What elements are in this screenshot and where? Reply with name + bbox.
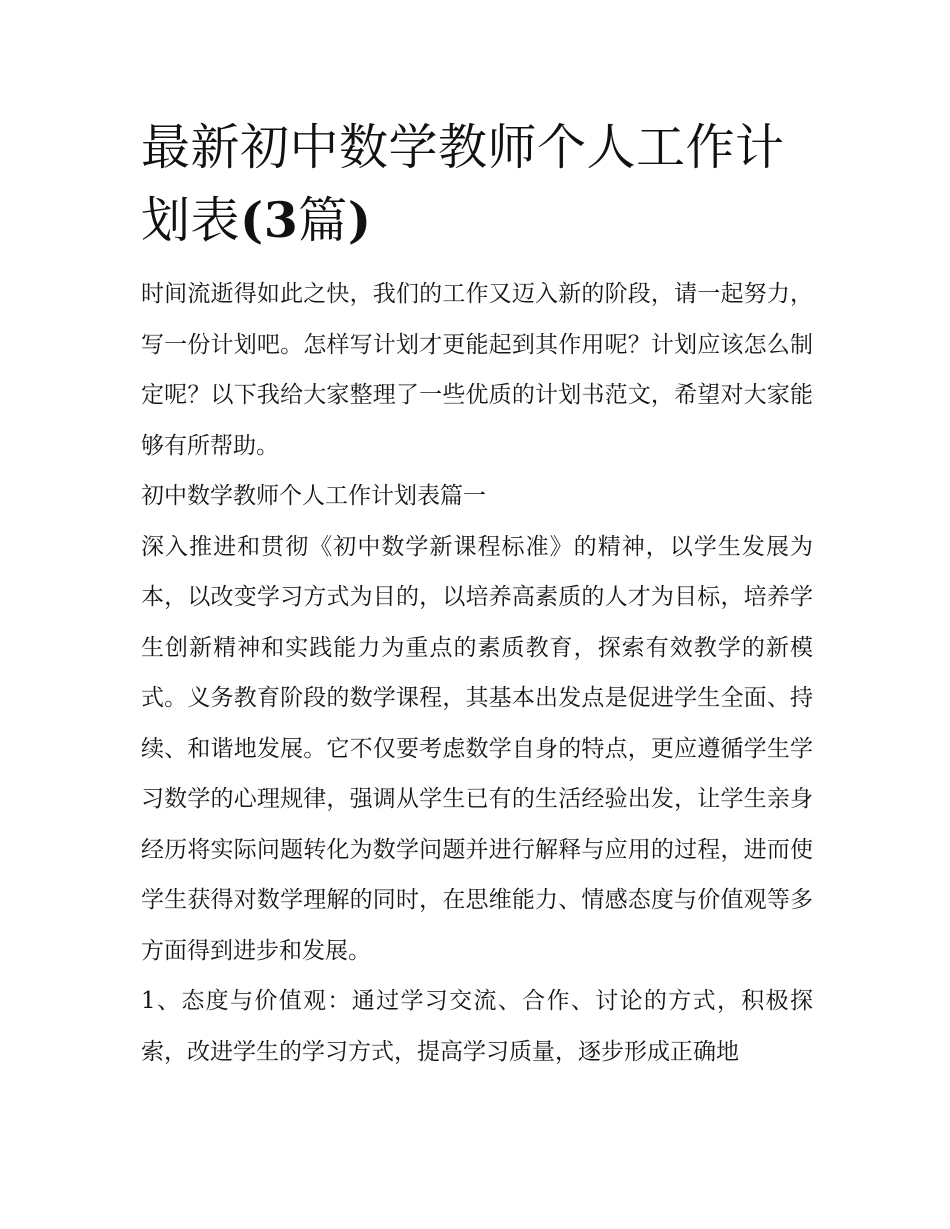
title-paren: ) <box>347 191 372 249</box>
section-body-paragraph: 深入推进和贯彻《初中数学新课程标准》的精神，以学生发展为本，以改变学习方式为目的，以培养高素质的人才为目标，培养学生创新精神和实践能力为重点的素质教育，探索有效教学的新模式。义务教育阶段的数学课程，其基本出发点是促进学生全面、持续、和谐地发展。它不仅要考虑数学自身的特点，更应遵循学生学习数学的心理规律，强调从学生已有的生活经验出发，让学生亲身经历将实际问题转化为数学问题并进行解释与应用的过程，进而使学生获得对数学理解的同时，在思维能力、情感态度与价值观等多方面得到进步和发展。 <box>141 533 813 964</box>
intro-paragraph: 时间流逝得如此之快，我们的工作又迈入新的阶段，请一起努力，写一份计划吧。怎样写计划才更能起到其作用呢？计划应该怎么制定呢？以下我给大家整理了一些优质的计划书范文，希望对大家能够有所帮助。 <box>141 281 813 459</box>
document-title: 最新初中数学教师个人工作计划表(3篇) <box>141 119 785 249</box>
document-content <box>141 112 813 1077</box>
list-item-1: 1、态度与价值观：通过学习交流、合作、讨论的方式，积极探索，改进学生的学习方式，提高学习质量，逐步形成正确地 <box>141 988 813 1065</box>
section-heading: 初中数学教师个人工作计划表篇一 <box>141 483 486 509</box>
title-count: (3 <box>240 191 299 249</box>
